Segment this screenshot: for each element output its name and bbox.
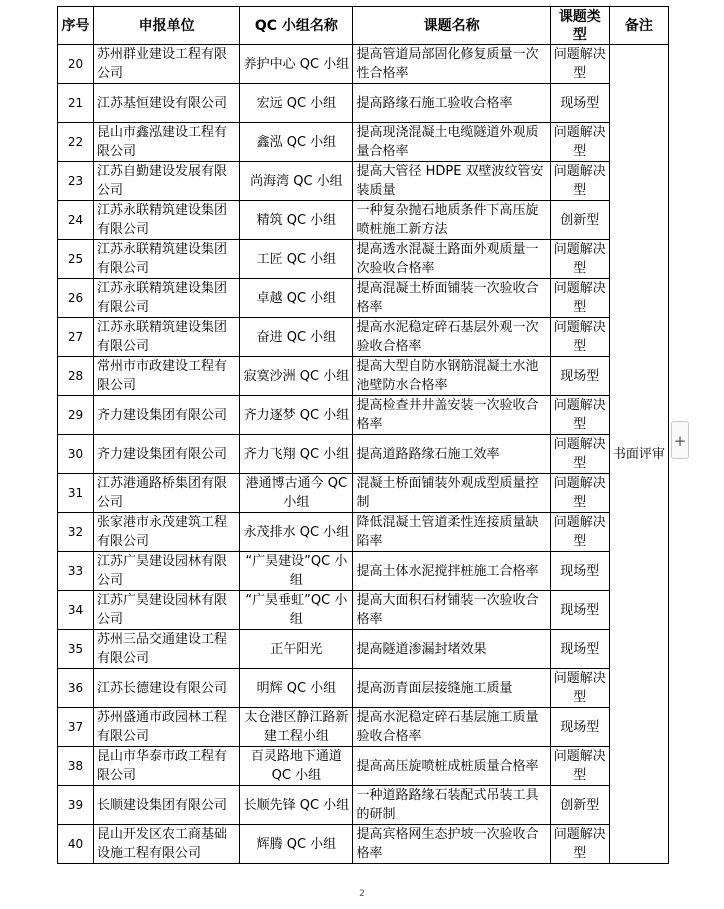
table-row [58,435,669,474]
row-organization: 苏州盛通市政园林工程有限公司 [94,708,240,747]
row-qc-group: 百灵路地下通道 QC 小组 [240,747,353,786]
row-organization: 江苏长德建设有限公司 [94,669,240,708]
table-row [58,786,669,825]
row-note: 书面评审 [609,45,668,864]
row-topic: 提高土体水泥搅拌桩施工合格率 [353,552,550,591]
row-number: 36 [58,669,94,708]
row-organization: 昆山开发区农工商基础设施工程有限公司 [94,825,240,864]
row-qc-group: 寂寞沙洲 QC 小组 [240,357,353,396]
row-number: 23 [58,162,94,201]
row-topic: 一种道路路缘石装配式吊装工具的研制 [353,786,550,825]
row-topic-type: 问题解决型 [550,474,609,513]
row-number: 26 [58,279,94,318]
row-number: 21 [58,84,94,123]
row-topic: 提高混凝土桥面铺装一次验收合格率 [353,279,550,318]
row-organization: 昆山市鑫泓建设工程有限公司 [94,123,240,162]
header-org: 申报单位 [94,7,240,45]
row-qc-group: 齐力飞翔 QC 小组 [240,435,353,474]
table-row [58,552,669,591]
row-topic: 提高宾格网生态护坡一次验收合格率 [353,825,550,864]
table-row [58,630,669,669]
row-organization: 张家港市永茂建筑工程有限公司 [94,513,240,552]
row-topic-type: 现场型 [550,630,609,669]
row-organization: 江苏广昊建设园林有限公司 [94,552,240,591]
row-number: 27 [58,318,94,357]
row-number: 24 [58,201,94,240]
row-topic: 提高沥青面层接缝施工质量 [353,669,550,708]
row-qc-group: 港通博古通今 QC 小组 [240,474,353,513]
row-organization: 昆山市华泰市政工程有限公司 [94,747,240,786]
row-number: 20 [58,45,94,84]
header-type: 课题类型 [550,7,609,45]
row-number: 29 [58,396,94,435]
row-topic: 提高大面积石材铺装一次验收合格率 [353,591,550,630]
add-row-button[interactable]: + [671,421,689,459]
row-organization: 苏州群业建设工程有限公司 [94,45,240,84]
row-topic-type: 创新型 [550,201,609,240]
row-topic-type: 问题解决型 [550,279,609,318]
header-note: 备注 [609,7,668,45]
row-number: 30 [58,435,94,474]
row-organization: 江苏广昊建设园林有限公司 [94,591,240,630]
table-row [58,240,669,279]
row-qc-group: 太仓港区静江路新建工程小组 [240,708,353,747]
row-topic-type: 问题解决型 [550,318,609,357]
row-topic: 提高检查井井盖安装一次验收合格率 [353,396,550,435]
row-topic-type: 现场型 [550,708,609,747]
table-row [58,45,669,84]
row-number: 25 [58,240,94,279]
row-organization: 齐力建设集团有限公司 [94,396,240,435]
row-topic-type: 问题解决型 [550,396,609,435]
row-topic: 提高管道局部固化修复质量一次性合格率 [353,45,550,84]
table-row [58,396,669,435]
row-qc-group: 明辉 QC 小组 [240,669,353,708]
header-topic: 课题名称 [353,7,550,45]
row-qc-group: 工匠 QC 小组 [240,240,353,279]
row-qc-group: 辉腾 QC 小组 [240,825,353,864]
table-row [58,669,669,708]
row-topic: 提高路缘石施工验收合格率 [353,84,550,123]
row-qc-group: “广昊垂虹”QC 小组 [240,591,353,630]
header-qc: QC 小组名称 [240,7,353,45]
row-topic-type: 创新型 [550,786,609,825]
table-row [58,513,669,552]
row-topic-type: 问题解决型 [550,435,609,474]
table-row [58,825,669,864]
table-row [58,279,669,318]
row-qc-group: “广昊建设”QC 小组 [240,552,353,591]
row-topic: 提高高压旋喷桩成桩质量合格率 [353,747,550,786]
row-qc-group: 齐力逐梦 QC 小组 [240,396,353,435]
row-number: 38 [58,747,94,786]
header-num: 序号 [58,7,94,45]
row-organization: 江苏永联精筑建设集团有限公司 [94,279,240,318]
row-topic: 提高隧道渗漏封堵效果 [353,630,550,669]
row-organization: 苏州三品交通建设工程有限公司 [94,630,240,669]
table-row [58,201,669,240]
table-row [58,591,669,630]
row-qc-group: 尚海湾 QC 小组 [240,162,353,201]
row-organization: 长顺建设集团有限公司 [94,786,240,825]
row-topic: 混凝土桥面铺装外观成型质量控制 [353,474,550,513]
row-qc-group: 正午阳光 [240,630,353,669]
row-organization: 江苏永联精筑建设集团有限公司 [94,318,240,357]
row-qc-group: 养护中心 QC 小组 [240,45,353,84]
table-row [58,318,669,357]
row-number: 35 [58,630,94,669]
row-topic-type: 问题解决型 [550,513,609,552]
row-qc-group: 精筑 QC 小组 [240,201,353,240]
row-topic: 提高水泥稳定碎石基层外观一次验收合格率 [353,318,550,357]
row-topic: 提高现浇混凝土电缆隧道外观质量合格率 [353,123,550,162]
row-topic-type: 现场型 [550,552,609,591]
row-topic-type: 问题解决型 [550,825,609,864]
table-body [58,45,669,864]
table-row [58,357,669,396]
row-organization: 江苏自勤建设发展有限公司 [94,162,240,201]
row-organization: 江苏永联精筑建设集团有限公司 [94,240,240,279]
table-header-row [58,7,669,45]
row-topic-type: 现场型 [550,591,609,630]
row-qc-group: 鑫泓 QC 小组 [240,123,353,162]
row-number: 34 [58,591,94,630]
row-number: 32 [58,513,94,552]
row-qc-group: 宏远 QC 小组 [240,84,353,123]
table-row [58,162,669,201]
row-qc-group: 卓越 QC 小组 [240,279,353,318]
row-number: 37 [58,708,94,747]
row-topic: 提高透水混凝土路面外观质量一次验收合格率 [353,240,550,279]
row-topic-type: 问题解决型 [550,669,609,708]
row-topic-type: 问题解决型 [550,45,609,84]
row-topic: 提高大型自防水钢筋混凝土水池池壁防水合格率 [353,357,550,396]
row-topic-type: 问题解决型 [550,123,609,162]
row-number: 22 [58,123,94,162]
row-organization: 江苏港通路桥集团有限公司 [94,474,240,513]
row-number: 28 [58,357,94,396]
row-organization: 江苏基恒建设有限公司 [94,84,240,123]
page-number: 2 [359,889,365,899]
row-number: 39 [58,786,94,825]
table-row [58,708,669,747]
row-topic-type: 问题解决型 [550,747,609,786]
row-topic-type: 现场型 [550,84,609,123]
table-row [58,747,669,786]
row-number: 40 [58,825,94,864]
row-topic: 降低混凝土管道柔性连接质量缺陷率 [353,513,550,552]
row-qc-group: 奋进 QC 小组 [240,318,353,357]
row-number: 31 [58,474,94,513]
row-qc-group: 长顺先锋 QC 小组 [240,786,353,825]
row-topic-type: 问题解决型 [550,162,609,201]
qc-project-table [57,6,669,864]
row-topic-type: 现场型 [550,357,609,396]
row-number: 33 [58,552,94,591]
row-organization: 江苏永联精筑建设集团有限公司 [94,201,240,240]
row-organization: 常州市市政建设工程有限公司 [94,357,240,396]
row-topic-type: 问题解决型 [550,240,609,279]
row-topic: 提高大管径 HDPE 双壁波纹管安装质量 [353,162,550,201]
table-row [58,474,669,513]
table-row [58,123,669,162]
row-qc-group: 永茂排水 QC 小组 [240,513,353,552]
table-row [58,84,669,123]
row-topic: 提高道路路缘石施工效率 [353,435,550,474]
row-organization: 齐力建设集团有限公司 [94,435,240,474]
row-topic: 一种复杂抛石地质条件下高压旋喷桩施工新方法 [353,201,550,240]
row-topic: 提高水泥稳定碎石基层施工质量验收合格率 [353,708,550,747]
